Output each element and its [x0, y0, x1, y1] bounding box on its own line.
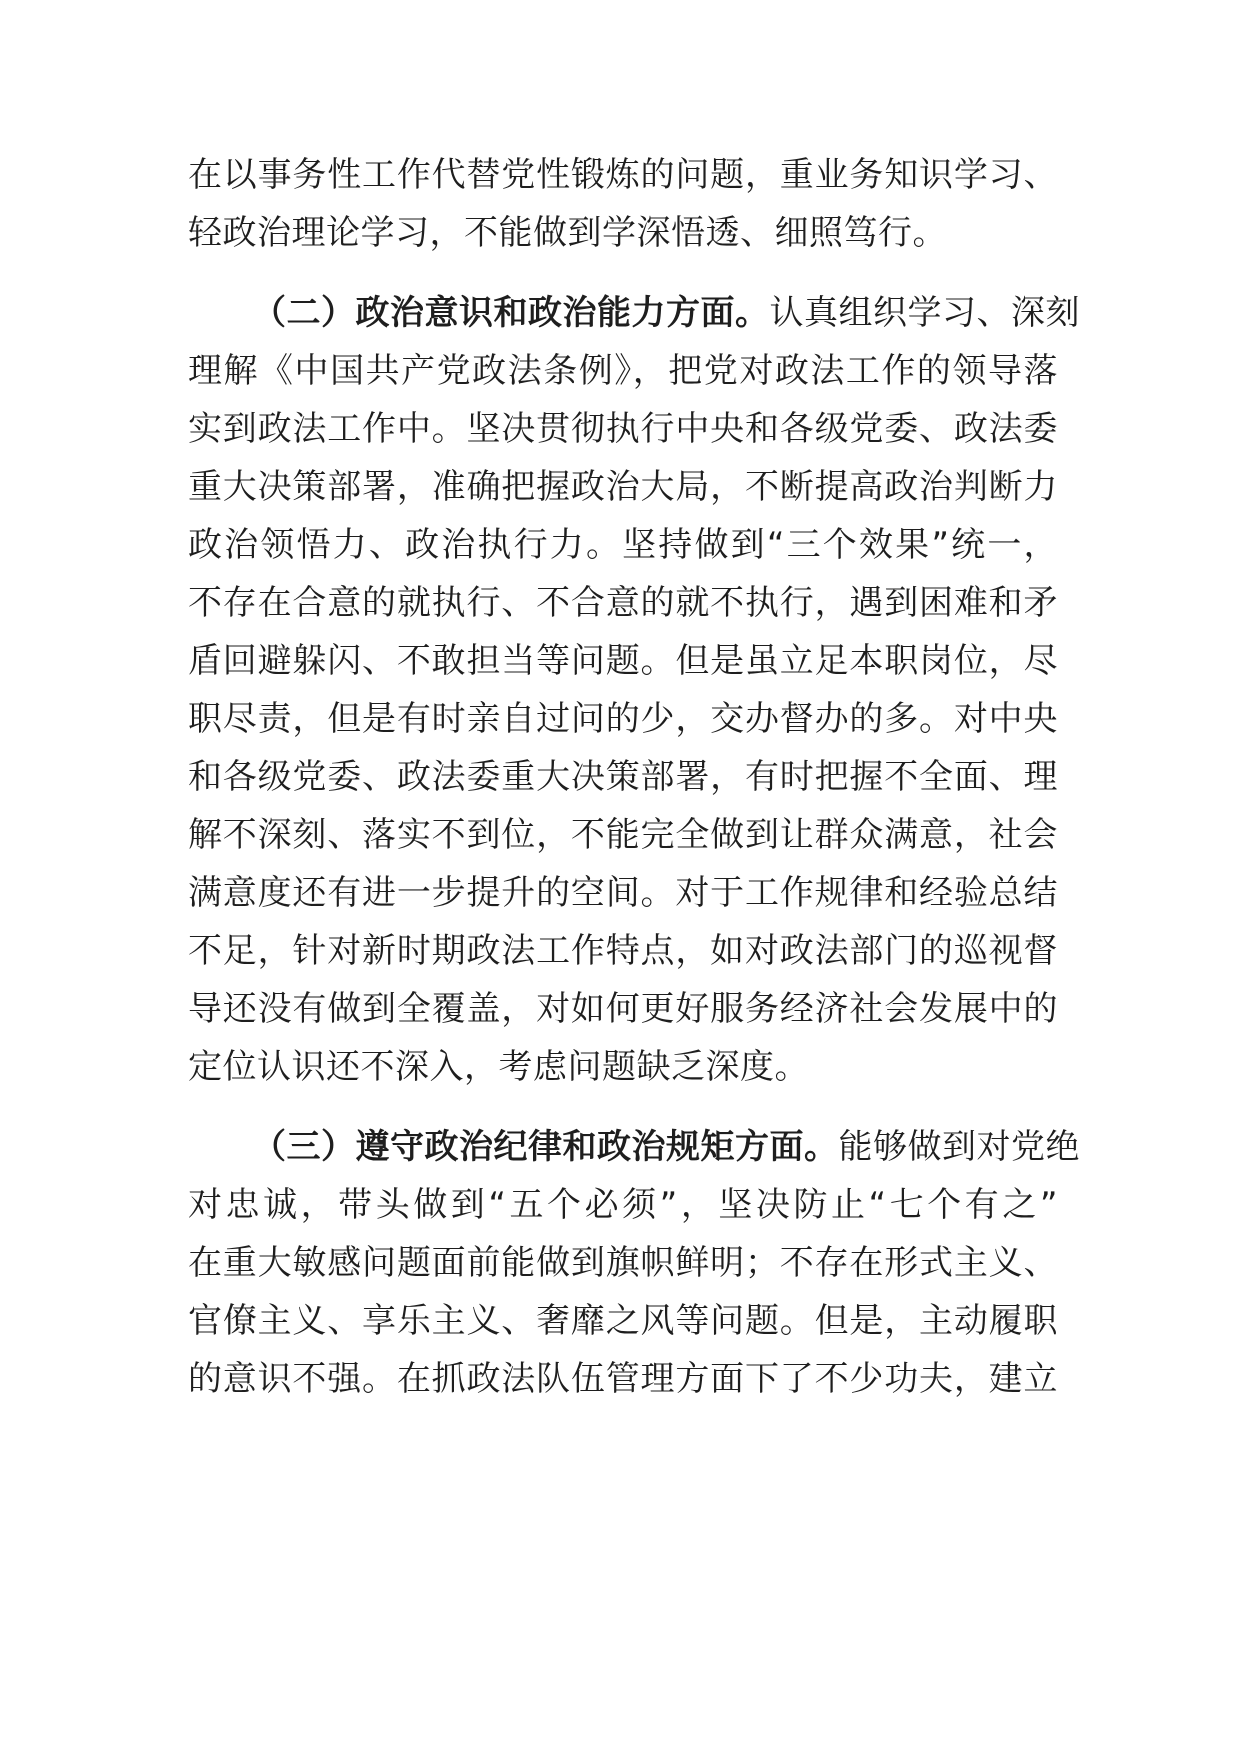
paragraph-line: 职尽责，但是有时亲自过问的少，交办督办的多。对中央	[188, 699, 1058, 739]
paragraph-line: 和各级党委、政法委重大决策部署，有时把握不全面、理	[188, 757, 1058, 797]
paragraph-line: 在以事务性工作代替党性锻炼的问题，重业务知识学习、	[188, 155, 1058, 195]
section-heading: （三）遵守政治纪律和政治规矩方面。	[252, 1127, 839, 1167]
paragraph-line: 理解《中国共产党政法条例》，把党对政法工作的领导落	[188, 351, 1058, 391]
paragraph-line: 不足，针对新时期政法工作特点，如对政法部门的巡视督	[188, 931, 1058, 971]
paragraph-line: 导还没有做到全覆盖，对如何更好服务经济社会发展中的	[188, 989, 1058, 1029]
paragraph-line: 满意度还有进一步提升的空间。对于工作规律和经验总结	[188, 873, 1058, 913]
paragraph-line: 不存在合意的就执行、不合意的就不执行，遇到困难和矛	[188, 583, 1058, 623]
paragraph-line: 轻政治理论学习，不能做到学深悟透、细照笃行。	[188, 213, 947, 253]
paragraph-line: 政治领悟力、政治执行力。坚持做到“三个效果”统一，	[188, 525, 1058, 565]
paragraph-line: 重大决策部署，准确把握政治大局，不断提高政治判断力	[188, 467, 1058, 507]
paragraph-line: 解不深刻、落实不到位，不能完全做到让群众满意，社会	[188, 815, 1058, 855]
section-first-line	[252, 291, 1080, 335]
section-heading: （二）政治意识和政治能力方面。	[252, 293, 770, 333]
paragraph-line: 盾回避躲闪、不敢担当等问题。但是虽立足本职岗位，尽	[188, 641, 1058, 681]
section-first-line	[252, 1125, 1080, 1169]
paragraph-line: 实到政法工作中。坚决贯彻执行中央和各级党委、政法委	[188, 409, 1058, 449]
section-first-line-text: 认真组织学习、深刻	[769, 293, 1080, 333]
paragraph-line: 对忠诚，带头做到“五个必须”，坚决防止“七个有之”	[188, 1185, 1058, 1225]
paragraph-line: 在重大敏感问题面前能做到旗帜鲜明；不存在形式主义、	[188, 1243, 1058, 1283]
section-first-line-text: 能够做到对党绝	[838, 1127, 1080, 1167]
paragraph-line: 官僚主义、享乐主义、奢靡之风等问题。但是，主动履职	[188, 1301, 1058, 1341]
paragraph-line: 的意识不强。在抓政法队伍管理方面下了不少功夫，建立	[188, 1359, 1058, 1399]
paragraph-line: 定位认识还不深入，考虑问题缺乏深度。	[188, 1047, 809, 1087]
